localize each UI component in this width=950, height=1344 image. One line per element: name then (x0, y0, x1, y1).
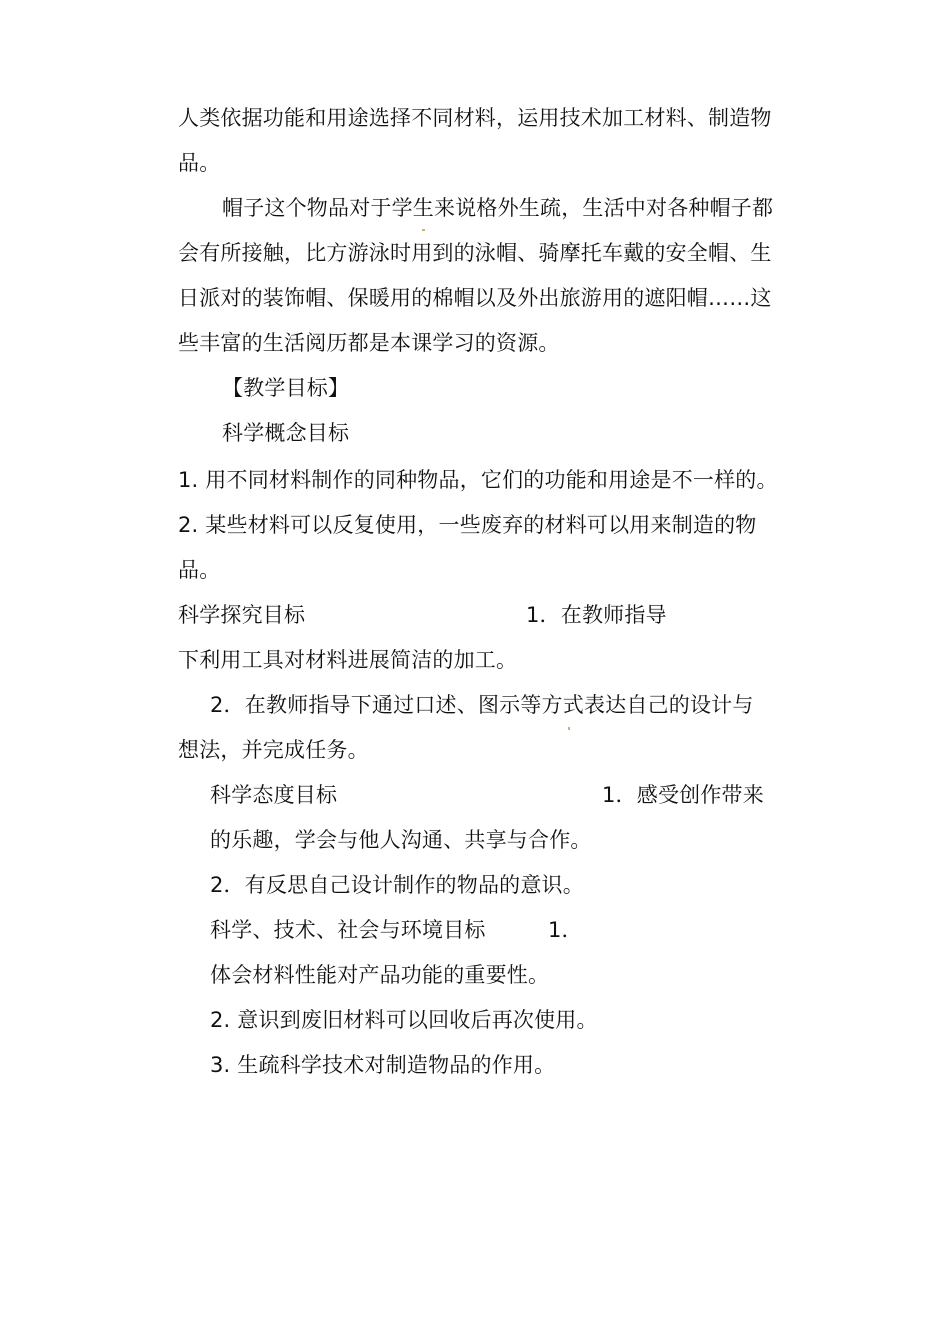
text-line-14: 下利用工具对材料进展简洁的加工。 (178, 648, 518, 672)
text-line-9: 1. 用不同材料制作的同种物品，它们的功能和用途是不一样的。 (178, 468, 778, 492)
text-line-15: 2．在教师指导下通过口述、图示等方式表达自己的设计与 (210, 693, 754, 717)
text-line-2: 品。 (178, 151, 221, 175)
subheading-inquiry-goals: 科学探究目标 (178, 603, 306, 627)
text-line-19: 的乐趣，学会与他人沟通、共享与合作。 (210, 828, 592, 852)
text-line-1: 人类依据功能和用途选择不同材料，运用技术加工材料、制造物 (178, 106, 772, 130)
text-line-4: 会有所接触，比方游泳时用到的泳帽、骑摩托车戴的安全帽、生 (178, 241, 772, 265)
section-heading: 【教学目标】 (222, 376, 350, 400)
text-line-25: 3. 生疏科学技术对制造物品的作用。 (210, 1053, 556, 1077)
text-line-6: 些丰富的生活阅历都是本课学习的资源。 (178, 331, 560, 355)
text-line-16: 想法，并完成任务。 (178, 738, 369, 762)
text-line-13: 1．在教师指导 (526, 603, 667, 627)
subheading-sts-goals: 科学、技术、社会与环境目标 (210, 918, 486, 942)
text-line-22: 1． (548, 918, 583, 942)
text-line-23: 体会材料性能对产品功能的重要性。 (210, 963, 550, 987)
stray-mark (422, 229, 425, 231)
text-line-20: 2．有反思自己设计制作的物品的意识。 (210, 873, 584, 897)
subheading-concept-goals: 科学概念目标 (222, 421, 350, 445)
stray-mark (568, 727, 570, 730)
text-line-5: 日派对的装饰帽、保暖用的棉帽以及外出旅游用的遮阳帽……这 (178, 286, 772, 310)
text-line-11: 品。 (178, 558, 221, 582)
text-line-24: 2. 意识到废旧材料可以回收后再次使用。 (210, 1008, 598, 1032)
text-line-10: 2. 某些材料可以反复使用，一些废弃的材料可以用来制造的物 (178, 513, 757, 537)
subheading-attitude-goals: 科学态度目标 (210, 783, 338, 807)
text-line-3: 帽子这个物品对于学生来说格外生疏，生活中对各种帽子都 (222, 196, 774, 220)
text-line-18: 1．感受创作带来 (602, 783, 764, 807)
